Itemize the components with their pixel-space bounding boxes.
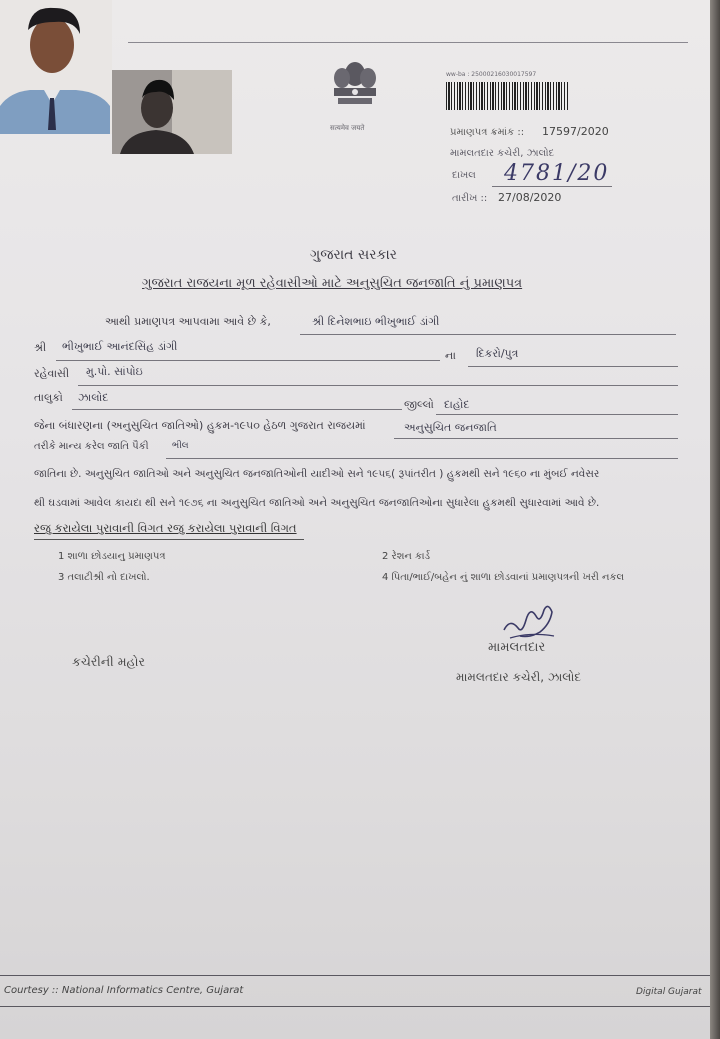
order-text: જેના બંધારણના (અનુસુચિત જાતિઓ) હુકમ-૧૯૫૦ હેઠળ ગુજરાત રાજયમાં — [34, 419, 366, 432]
resident-label: રહેવાસી — [34, 367, 70, 380]
relation: દિકરો/પુત્ર — [476, 347, 519, 360]
barcode — [446, 82, 568, 110]
district-value: દાહોદ — [444, 398, 470, 411]
evidence-item-4: 4 પિતા/ભાઈ/બહેન નું શાળા છોડવાનાં પ્રમાણપત્રની ખરી નકલ — [382, 572, 625, 583]
evidence-rule — [34, 539, 304, 540]
footer-rule-bottom — [0, 1006, 712, 1007]
category-value: અનુસુચિત જનજાતિ — [404, 421, 497, 434]
district-label: જીલ્લો — [404, 398, 434, 411]
header-office: મામલતદાર કચેરી, ઝાલોદ — [450, 148, 555, 159]
category-rule — [394, 438, 678, 439]
resident-value: મુ.પો. સાંપોઇ — [86, 365, 143, 378]
resident-rule — [78, 385, 678, 386]
applicant-photo — [0, 0, 112, 134]
taluka-value: ઝાલોદ — [78, 391, 109, 404]
dakhal-number: 4781/20 — [504, 161, 610, 186]
father-rule — [56, 360, 440, 361]
shri-label: શ્રી — [34, 341, 47, 354]
evidence-item-1: 1 શાળા છોડયાનુ પ્રમાણપત્ર — [58, 551, 166, 562]
evidence-item-3: 3 તલાટીશ્રી નો દાખલો. — [58, 572, 150, 583]
dakhal-label: દાખલ — [452, 170, 476, 181]
certificate-title: ગુજરાત રાજયના મૂળ રહેવાસીઓ માટે અનુસુચિત જનજાતિ નું પ્રમાણપત્ર — [142, 276, 523, 291]
taluka-label: તાલુકો — [34, 391, 63, 404]
taluka-rule — [72, 409, 402, 410]
evidence-item-2: 2 રેશન કાર્ડ — [382, 551, 431, 562]
stamped-photo — [112, 70, 232, 154]
footer-rule-top — [0, 975, 712, 976]
holder-name: શ્રી દિનેશભાઇ ભીખુભાઈ ડાંગી — [312, 315, 440, 328]
dakhal-rule — [492, 186, 612, 187]
emblem-caption: सत्यमेव जयते — [330, 124, 365, 132]
page-edge-shadow — [710, 0, 720, 1039]
national-emblem — [328, 56, 382, 122]
signatory-office: મામલતદાર કચેરી, ઝાલોદ — [456, 670, 582, 684]
holder-rule — [300, 334, 676, 335]
courtesy-text: Courtesy :: National Informatics Centre, Gujarat — [4, 985, 244, 996]
issue-date: 27/08/2020 — [498, 191, 562, 204]
barcode-number: ww-ba : 25000216030017597 — [446, 71, 537, 78]
recognized-text: તરીકે માન્ય કરેલ જાતિ પૈકી — [34, 441, 149, 452]
certificate-number-label: પ્રમાણપત્ર ક્રમાંક :: — [450, 127, 525, 138]
relation-rule — [468, 366, 678, 367]
caste-value: ભીલ — [172, 441, 189, 451]
intro-text: આથી પ્રમાણપત્ર આપવામા આવે છે કે, — [105, 315, 271, 328]
government-title: ગુજરાત સરકાર — [310, 247, 397, 263]
certificate-number: 17597/2020 — [542, 125, 609, 138]
father-name: ભીખુભાઈ આનંદસિંહ ડાંગી — [62, 340, 178, 353]
district-rule — [436, 414, 678, 415]
digital-gujarat-brand: Digital Gujarat — [636, 987, 702, 997]
signatory-title: મામલતદાર — [488, 640, 546, 655]
office-seal-label: કચેરીની મહોર — [72, 654, 146, 669]
top-rule — [128, 42, 688, 43]
na-label: ના — [445, 349, 456, 362]
evidence-heading: રજુ કરાયેલા પુરાવાની વિગત રજુ કરાયેલા પુરાવાની વિગત — [34, 521, 297, 535]
legal-paragraph-2: થી ઘડવામાં આવેલ કાયદા થી સને ૧૯૭૬ ના અનુસુચિત જાતિઓ અને અનુસુચિત જનજાતિઓના સુધારેલા હુકમથી સુધારવામાં આવે છે. — [34, 497, 600, 509]
signature — [500, 598, 560, 644]
caste-rule — [166, 458, 678, 459]
date-label: તારીખ :: — [452, 193, 488, 204]
legal-paragraph-1: જાતિના છે. અનુસુચિત જાતિઓ અને અનુસુચિત જનજાતિઓની યાદીઓ સને ૧૯૫૬( રૂપાંતરીત ) હુકમથી સને ૧૯૬૦ ના મુંબઈ નવેસર — [34, 468, 600, 480]
